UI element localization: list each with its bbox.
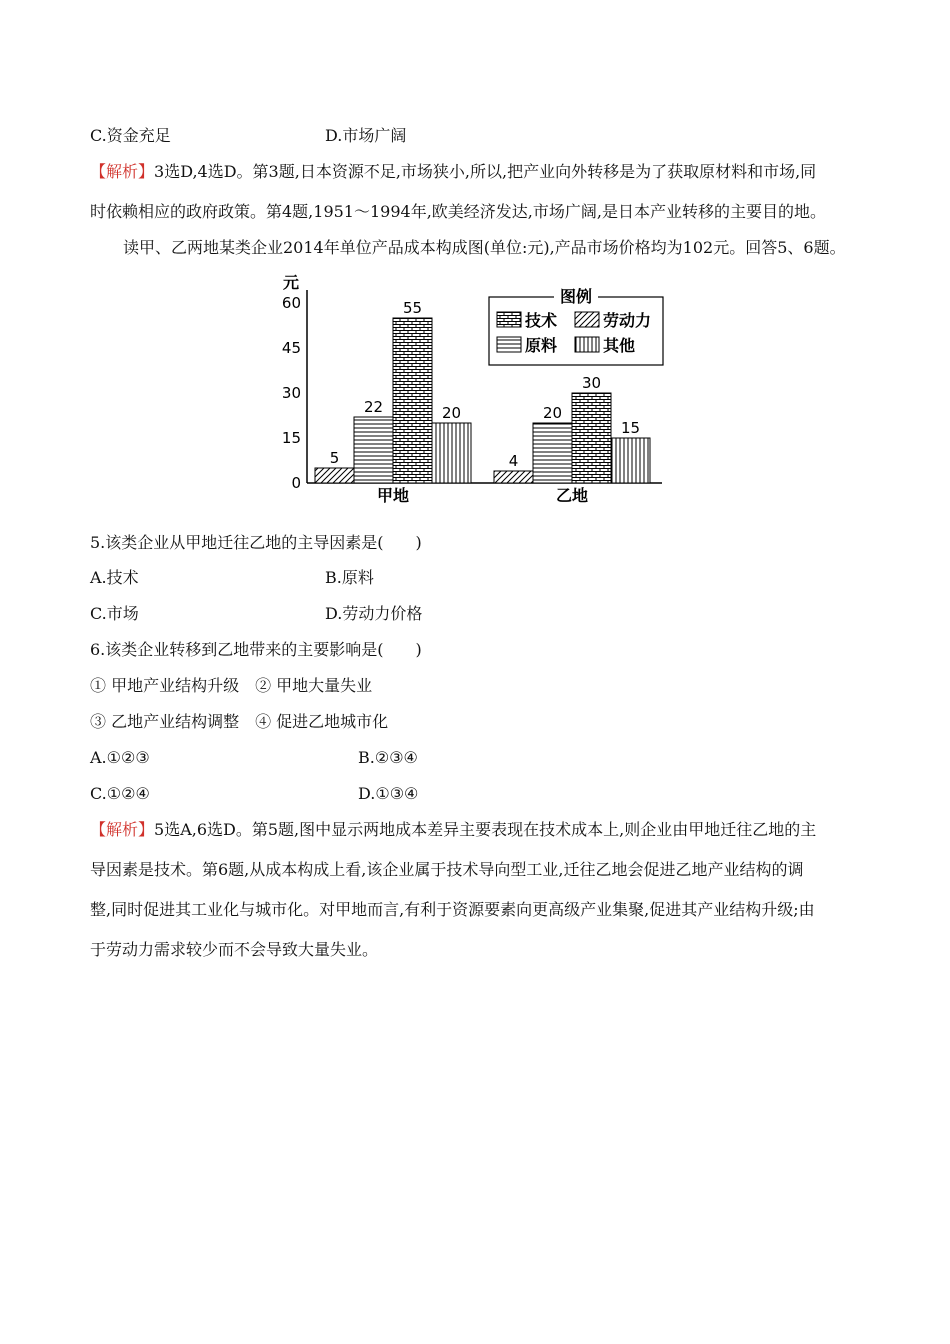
bar bbox=[611, 438, 650, 483]
data-label: 15 bbox=[620, 419, 641, 437]
data-label: 20 bbox=[542, 404, 563, 422]
legend-label: 原料 bbox=[525, 336, 558, 355]
q6-statements-2: ③ 乙地产业结构调整 ④ 促进乙地城市化 bbox=[90, 712, 389, 731]
q5-option-a: A.技术 bbox=[90, 568, 139, 587]
bar bbox=[494, 471, 533, 483]
y-tick-label: 0 bbox=[291, 474, 301, 492]
q6-statements-1: ① 甲地产业结构升级 ② 甲地大量失业 bbox=[90, 676, 373, 695]
q5-stem: 5.该类企业从甲地迁往乙地的主导因素是( ) bbox=[90, 533, 422, 552]
q5-option-c: C.市场 bbox=[90, 604, 139, 623]
legend-label: 其他 bbox=[603, 336, 636, 355]
intro-text: 读甲、乙两地某类企业2014年单位产品成本构成图(单位:元),产品市场价格均为102元。回答5、6题。 bbox=[123, 238, 846, 257]
y-tick-label: 15 bbox=[281, 429, 301, 447]
analysis-tag: 【解析】 bbox=[90, 162, 155, 181]
q6-option-d: D.①③④ bbox=[358, 784, 419, 803]
legend-title: 图例 bbox=[559, 287, 593, 306]
analysis-tag: 【解析】 bbox=[90, 820, 155, 839]
analysis-2-line-2: 导因素是技术。第6题,从成本构成上看,该企业属于技术导向型工业,迁往乙地会促进乙地产业结构的调 bbox=[90, 860, 804, 879]
q4-option-c: C.资金充足 bbox=[90, 126, 171, 145]
legend-swatch bbox=[575, 312, 599, 327]
legend-label: 劳动力 bbox=[603, 311, 652, 330]
legend-box bbox=[489, 297, 663, 365]
chart-legend bbox=[489, 287, 663, 365]
legend-swatch bbox=[575, 337, 599, 352]
legend-swatch bbox=[497, 337, 521, 352]
data-label: 30 bbox=[581, 374, 602, 392]
data-label: 4 bbox=[508, 452, 519, 470]
x-tick-label: 乙地 bbox=[555, 486, 589, 505]
legend-swatch bbox=[497, 312, 521, 327]
y-tick-label: 30 bbox=[281, 384, 301, 402]
data-label: 20 bbox=[441, 404, 462, 422]
analysis-2-text-1: 5选A,6选D。第5题,图中显示两地成本差异主要表现在技术成本上,则企业由甲地迁往乙地的主 bbox=[154, 820, 817, 839]
q4-option-d: D.市场广阔 bbox=[325, 126, 407, 145]
q6-stem: 6.该类企业转移到乙地带来的主要影响是( ) bbox=[90, 640, 422, 659]
bar bbox=[393, 318, 432, 483]
bar bbox=[533, 423, 572, 483]
bar bbox=[354, 417, 393, 483]
analysis-1-line-2: 时依赖相应的政府政策。第4题,1951～1994年,欧美经济发达,市场广阔,是日本产业转移的主要目的地。 bbox=[90, 202, 826, 221]
analysis-2-line-4: 于劳动力需求较少而不会导致大量失业。 bbox=[90, 940, 379, 959]
y-tick-label: 60 bbox=[281, 294, 301, 312]
q6-option-c: C.①②④ bbox=[90, 784, 150, 803]
data-label: 55 bbox=[402, 299, 423, 317]
y-axis-unit: 元 bbox=[282, 273, 299, 292]
bar bbox=[315, 468, 354, 483]
x-tick-label: 甲地 bbox=[376, 486, 410, 505]
analysis-2-line-3: 整,同时促进其工业化与城市化。对甲地而言,有利于资源要素向更高级产业集聚,促进其产业结构升级;由 bbox=[90, 900, 815, 919]
y-tick-label: 45 bbox=[281, 339, 301, 357]
legend-label: 技术 bbox=[525, 311, 558, 330]
bar bbox=[572, 393, 611, 483]
bar bbox=[432, 423, 471, 483]
analysis-1-text-1: 3选D,4选D。第3题,日本资源不足,市场狭小,所以,把产业向外转移是为了获取原材料和市场,同 bbox=[154, 162, 817, 181]
q5-option-b: B.原料 bbox=[325, 568, 374, 587]
data-label: 5 bbox=[329, 449, 340, 467]
analysis-1-line-1 bbox=[90, 161, 816, 183]
analysis-2-line-1 bbox=[90, 819, 816, 841]
cost-structure-chart bbox=[270, 270, 680, 510]
data-label: 22 bbox=[363, 398, 384, 416]
q6-option-a: A.①②③ bbox=[90, 748, 150, 767]
q6-option-b: B.②③④ bbox=[358, 748, 418, 767]
q5-option-d: D.劳动力价格 bbox=[325, 604, 423, 623]
